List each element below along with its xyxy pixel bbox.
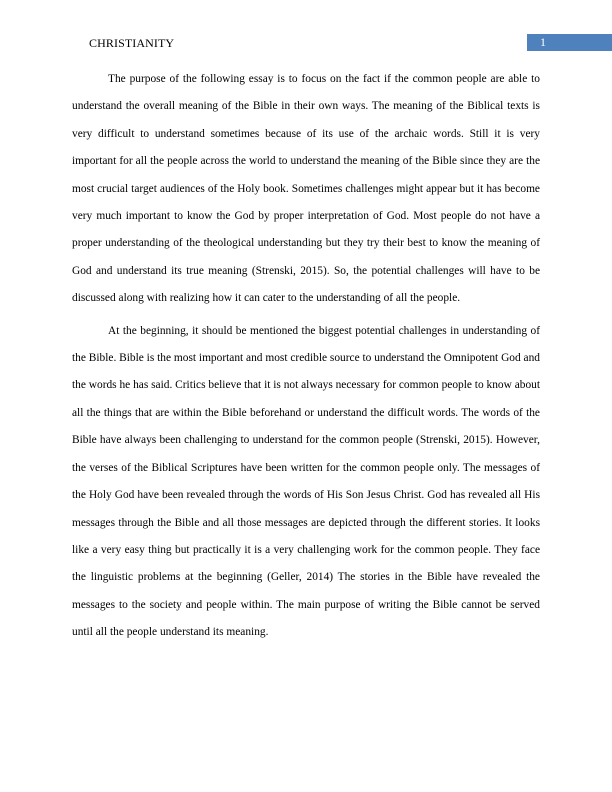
running-header-title: CHRISTIANITY bbox=[89, 36, 175, 50]
essay-body bbox=[72, 66, 540, 647]
paragraph-2: At the beginning, it should be mentioned the biggest potential challenges in understanding of the Bible. Bible is the most important and most credible source to understand the Omnipotent God and the words he has said. Critics believe that it is not always necessary for common people to know about all the things that are within the Bible beforehand or understand the difficult words. The words of the Bible have always been challenging to understand for the common people (Strenski, 2015). However, the verses of the Biblical Scriptures have been written for the common people only. The messages of the Holy God have been revealed through the words of His Son Jesus Christ. God has revealed all His messages through the Bible and all those messages are depicted through the different stories. It looks like a very easy thing but practically it is a very challenging work for the common people. They face the linguistic problems at the beginning (Geller, 2014) The stories in the Bible have revealed the messages to the society and people within. The main purpose of writing the Bible cannot be served until all the people understand its meaning. bbox=[72, 324, 540, 639]
paragraph-1: The purpose of the following essay is to focus on the fact if the common people are able to understand the overall meaning of the Bible in their own ways. The meaning of the Biblical texts is very difficult to understand sometimes because of its use of the archaic words. Still it is very important for all the people across the world to understand the meaning of the Bible since they are the most crucial target audiences of the Holy book. Sometimes challenges might appear but it has become very much important to know the God by proper interpretation of God. Most people do not have a proper understanding of the theological understanding but they try their best to know the meaning of God and understand its true meaning (Strenski, 2015). So, the potential challenges will have to be discussed along with realizing how it can cater to the understanding of all the people. bbox=[72, 73, 540, 305]
page-number: 1 bbox=[540, 35, 546, 49]
page-number-badge bbox=[527, 34, 612, 51]
